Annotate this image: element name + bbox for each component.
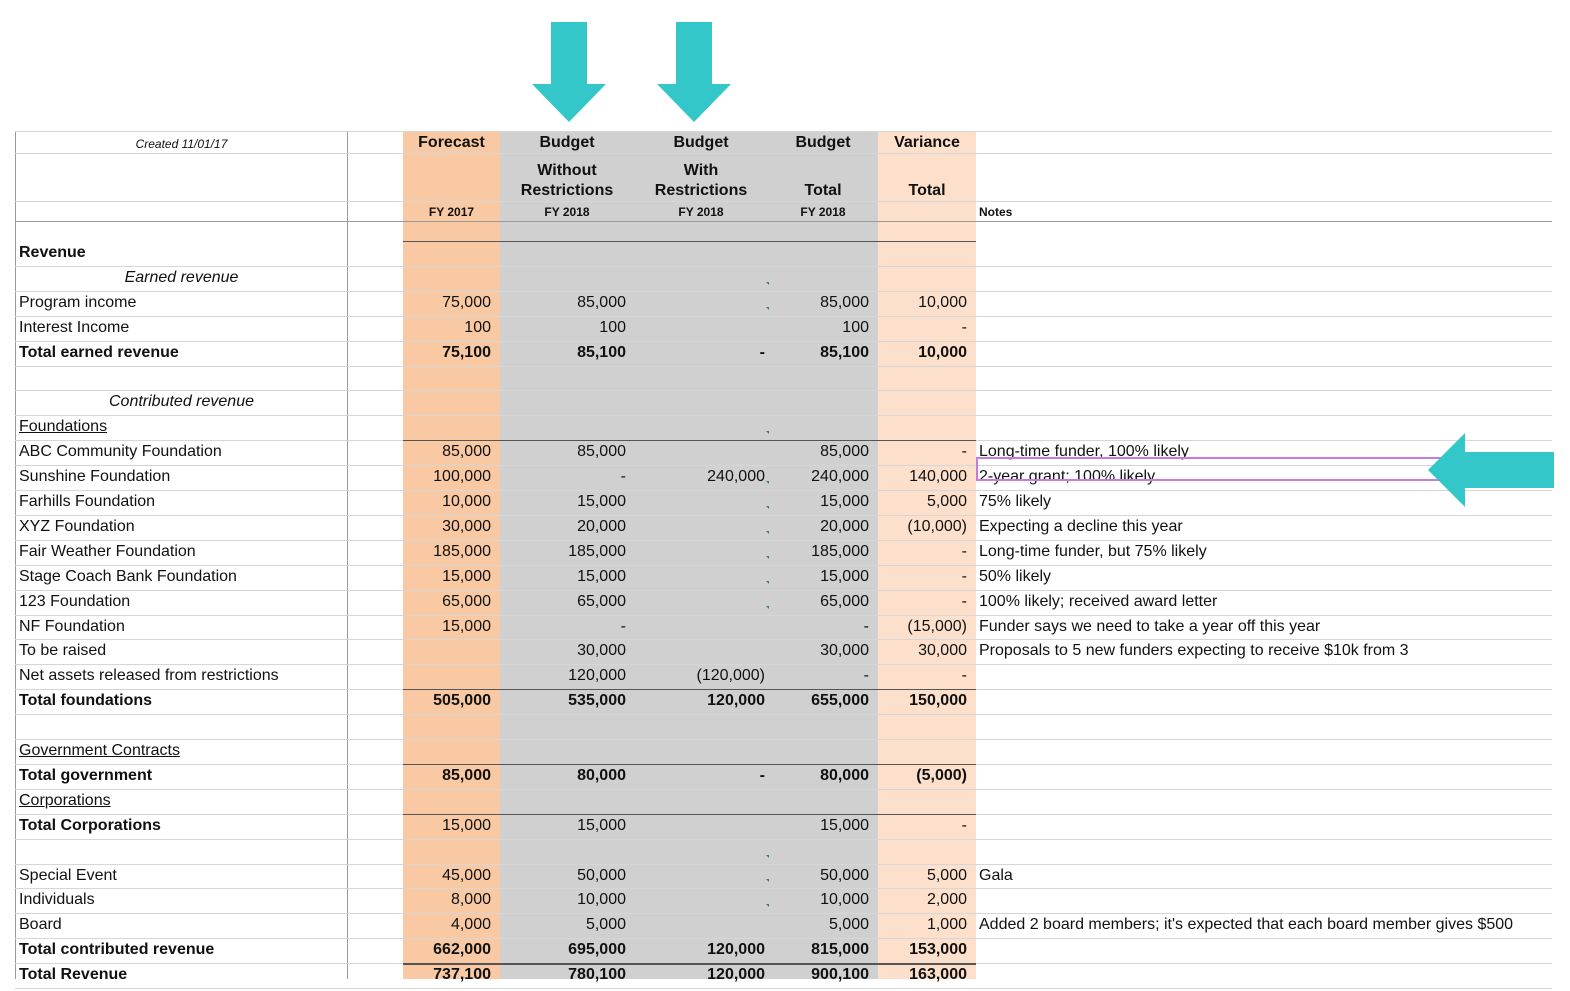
variance-cell: 10,000	[918, 343, 967, 361]
row-label: Fair Weather Foundation	[19, 542, 196, 560]
budget-total-cell: 10,000	[820, 891, 869, 909]
row-note: 2-year grant; 100% likely	[979, 468, 1156, 486]
budget-total-cell: 655,000	[811, 692, 869, 710]
budget-with-cell: -	[759, 343, 765, 361]
row-label: Earned revenue	[124, 268, 239, 286]
row-label: Total foundations	[19, 692, 153, 710]
variance-cell: -	[961, 592, 967, 610]
row-gridline	[15, 390, 1552, 391]
budget-without-cell: 780,100	[568, 966, 626, 984]
row-note: Proposals to 5 new funders expecting to receive $10k from 3	[979, 642, 1409, 660]
budget-with-cell: 120,000	[707, 941, 765, 959]
row-label: Government Contracts	[19, 742, 180, 759]
budget-with-sub2: Restrictions	[654, 182, 748, 199]
row-gridline	[15, 266, 1552, 267]
forecast-cell: 15,000	[442, 567, 491, 585]
row-label: Revenue	[19, 244, 86, 261]
comment-marker-icon	[766, 307, 769, 310]
forecast-cell: 30,000	[442, 517, 491, 535]
forecast-cell: 100,000	[433, 468, 491, 486]
row-gridline	[15, 739, 1552, 740]
variance-cell: -	[961, 816, 967, 834]
variance-cell: 5,000	[926, 493, 967, 510]
row-label: Contributed revenue	[109, 393, 254, 411]
budget-total-cell: 85,000	[820, 443, 869, 461]
row-gridline	[15, 789, 1552, 790]
row-label: 123 Foundation	[19, 592, 131, 610]
variance-cell: -	[961, 667, 967, 685]
variance-cell: (15,000)	[907, 617, 967, 635]
row-label: Net assets released from restrictions	[19, 667, 279, 685]
budget-total-cell: 85,000	[820, 293, 869, 311]
row-label: Program income	[19, 293, 137, 311]
row-label: Individuals	[19, 891, 95, 909]
forecast-cell: 737,100	[433, 966, 491, 984]
header-top-line	[15, 131, 1552, 132]
variance-cell: 10,000	[918, 293, 967, 311]
comment-marker-icon	[766, 431, 769, 434]
forecast-cell: 15,000	[442, 816, 491, 834]
budget-total-cell: 240,000	[811, 468, 869, 486]
budget-without-header: Budget	[539, 134, 595, 151]
variance-cell: 2,000	[926, 891, 967, 909]
forecast-header: Forecast	[418, 134, 485, 151]
header-line-3	[15, 201, 1552, 202]
budget-without-cell: 15,000	[577, 493, 626, 510]
total-divider-line	[403, 814, 976, 815]
row-label: Corporations	[19, 791, 111, 809]
budget-total-cell: 20,000	[820, 517, 869, 535]
forecast-cell: 505,000	[433, 692, 491, 710]
budget-with-cell: 240,000	[707, 468, 765, 486]
row-gridline	[15, 490, 1552, 491]
row-label: Total Revenue	[19, 966, 128, 984]
variance-cell: -	[961, 318, 967, 336]
variance-cell: 153,000	[909, 941, 967, 959]
budget-without-cell: 50,000	[577, 866, 626, 884]
total-divider-line	[403, 241, 976, 242]
row-note: 50% likely	[979, 567, 1052, 585]
row-gridline	[15, 291, 1552, 292]
row-gridline	[15, 316, 1552, 317]
row-gridline	[15, 714, 1552, 715]
comment-marker-icon	[766, 855, 769, 858]
budget-total-year: FY 2018	[800, 205, 846, 219]
budget-with-header: Budget	[673, 134, 729, 151]
forecast-cell: 65,000	[442, 592, 491, 610]
row-note: 100% likely; received award letter	[979, 592, 1218, 610]
forecast-cell: 10,000	[442, 493, 491, 510]
variance-cell: 1,000	[926, 916, 967, 934]
forecast-cell: 85,000	[442, 766, 491, 784]
budget-total-cell: 15,000	[820, 816, 869, 834]
row-label: Total Corporations	[19, 816, 161, 834]
budget-with-cell: 120,000	[707, 692, 765, 710]
budget-total-cell: -	[863, 617, 869, 635]
budget-without-cell: 85,000	[577, 443, 626, 461]
row-note: 75% likely	[979, 493, 1052, 510]
budget-total-cell: 815,000	[811, 941, 869, 959]
down-arrow-icon	[532, 22, 606, 122]
budget-total-cell: 30,000	[820, 642, 869, 660]
budget-without-cell: -	[620, 617, 626, 635]
row-label: Special Event	[19, 866, 117, 884]
row-note: Added 2 board members; it's expected that each board member gives $500	[979, 916, 1514, 934]
comment-marker-icon	[766, 581, 769, 584]
budget-without-cell: 5,000	[585, 916, 626, 934]
row-gridline	[15, 565, 1552, 566]
row-note: Expecting a decline this year	[979, 517, 1183, 535]
budget-without-cell: 185,000	[568, 542, 626, 560]
budget-without-cell: 20,000	[577, 517, 626, 535]
row-label: Farhills Foundation	[19, 493, 156, 510]
row-gridline	[15, 864, 1552, 865]
down-arrow-icon	[657, 22, 731, 122]
variance-cell: 163,000	[909, 966, 967, 984]
budget-without-cell: -	[620, 468, 626, 486]
row-gridline	[15, 888, 1552, 889]
budget-total-cell: 80,000	[820, 766, 869, 784]
comment-marker-icon	[766, 904, 769, 907]
forecast-cell: 662,000	[433, 941, 491, 959]
forecast-cell: 45,000	[442, 866, 491, 884]
budget-total-cell: 50,000	[820, 866, 869, 884]
budget-with-cell: 120,000	[707, 966, 765, 984]
variance-cell: -	[961, 542, 967, 560]
variance-header: Variance	[894, 134, 960, 151]
variance-cell: 30,000	[918, 642, 967, 660]
budget-without-cell: 80,000	[577, 766, 626, 784]
row-label: Board	[19, 916, 62, 934]
variance-cell: (10,000)	[907, 517, 967, 535]
budget-total-cell: 100	[842, 318, 869, 336]
budget-total-cell: 5,000	[828, 916, 869, 934]
budget-total-cell: 900,100	[811, 966, 869, 984]
total-divider-line	[403, 764, 976, 765]
row-gridline	[15, 639, 1552, 640]
row-label: Total earned revenue	[19, 343, 179, 361]
forecast-cell: 75,000	[442, 293, 491, 311]
budget-without-year: FY 2018	[544, 205, 590, 219]
row-gridline	[15, 366, 1552, 367]
left-arrow-icon	[1428, 433, 1554, 507]
variance-cell: -	[961, 443, 967, 461]
comment-marker-icon	[766, 506, 769, 509]
comment-marker-icon	[766, 282, 769, 285]
row-gridline	[15, 839, 1552, 840]
forecast-cell: 185,000	[433, 542, 491, 560]
budget-without-cell: 695,000	[568, 941, 626, 959]
row-note: Funder says we need to take a year off this year	[979, 617, 1321, 635]
created-date: Created 11/01/17	[135, 137, 228, 151]
comment-marker-icon	[766, 531, 769, 534]
row-note: Long-time funder, 100% likely	[979, 443, 1189, 461]
comment-marker-icon	[766, 556, 769, 559]
row-label: ABC Community Foundation	[19, 443, 222, 461]
budget-total-cell: 15,000	[820, 567, 869, 585]
row-label: Sunshine Foundation	[19, 468, 171, 486]
budget-without-cell: 10,000	[577, 891, 626, 909]
total-divider-line	[403, 440, 976, 441]
row-label: Total contributed revenue	[19, 941, 215, 959]
row-gridline	[15, 415, 1552, 416]
budget-without-cell: 100	[599, 318, 626, 336]
budget-with-year: FY 2018	[678, 205, 724, 219]
budget-with-cell: -	[759, 766, 765, 784]
forecast-cell: 75,100	[442, 343, 491, 361]
row-label: XYZ Foundation	[19, 517, 135, 535]
variance-cell: 5,000	[926, 866, 967, 884]
comment-marker-icon	[766, 606, 769, 609]
budget-without-sub2: Restrictions	[520, 182, 614, 199]
row-label: To be raised	[19, 642, 107, 660]
notes-header: Notes	[979, 205, 1013, 219]
variance-cell: -	[961, 567, 967, 585]
comment-marker-icon	[766, 879, 769, 882]
row-gridline	[15, 341, 1552, 342]
row-note: Long-time funder, but 75% likely	[979, 542, 1207, 560]
header-bottom-line	[15, 221, 1552, 222]
budget-total-sub: Total	[804, 182, 842, 199]
budget-with-cell: (120,000)	[696, 667, 765, 685]
budget-total-header: Budget	[795, 134, 851, 151]
budget-total-cell: 85,100	[820, 343, 869, 361]
budget-without-cell: 535,000	[568, 692, 626, 710]
forecast-cell: 15,000	[442, 617, 491, 635]
budget-total-cell: 65,000	[820, 592, 869, 610]
forecast-year: FY 2017	[428, 205, 475, 219]
total-divider-line	[403, 689, 976, 690]
budget-total-cell: 15,000	[820, 493, 869, 510]
budget-without-cell: 15,000	[577, 567, 626, 585]
row-label: Interest Income	[19, 318, 130, 336]
row-label: Foundations	[19, 418, 108, 436]
forecast-cell: 100	[464, 318, 491, 336]
row-label: Total government	[19, 766, 153, 784]
left-border	[15, 131, 16, 979]
budget-without-cell: 85,100	[577, 343, 626, 361]
variance-cell: 140,000	[909, 468, 967, 486]
budget-total-cell: 185,000	[811, 542, 869, 560]
row-gridline	[15, 664, 1552, 665]
row-gridline	[15, 515, 1552, 516]
budget-without-cell: 65,000	[577, 592, 626, 610]
variance-sub: Total	[908, 182, 946, 199]
header-line-2	[15, 153, 1552, 154]
label-column-border	[347, 131, 348, 979]
budget-without-sub1: Without	[537, 162, 597, 179]
budget-with-sub1: With	[683, 162, 719, 179]
row-gridline	[15, 615, 1552, 616]
row-label: NF Foundation	[19, 617, 125, 635]
row-note: Gala	[979, 866, 1013, 884]
row-gridline	[15, 988, 1552, 989]
row-gridline	[15, 590, 1552, 591]
row-gridline	[15, 938, 1552, 939]
comment-marker-icon	[766, 481, 769, 484]
budget-without-cell: 120,000	[568, 667, 626, 685]
forecast-cell: 4,000	[450, 916, 491, 934]
budget-without-cell: 85,000	[577, 293, 626, 311]
variance-cell: (5,000)	[916, 766, 967, 784]
forecast-cell: 8,000	[450, 891, 491, 909]
budget-without-cell: 15,000	[577, 816, 626, 834]
row-gridline	[15, 913, 1552, 914]
highlighted-note-box	[976, 457, 1456, 481]
budget-total-cell: -	[863, 667, 869, 685]
budget-without-cell: 30,000	[577, 642, 626, 660]
forecast-cell: 85,000	[442, 443, 491, 461]
variance-cell: 150,000	[909, 692, 967, 710]
row-gridline	[15, 540, 1552, 541]
row-label: Stage Coach Bank Foundation	[19, 567, 237, 585]
